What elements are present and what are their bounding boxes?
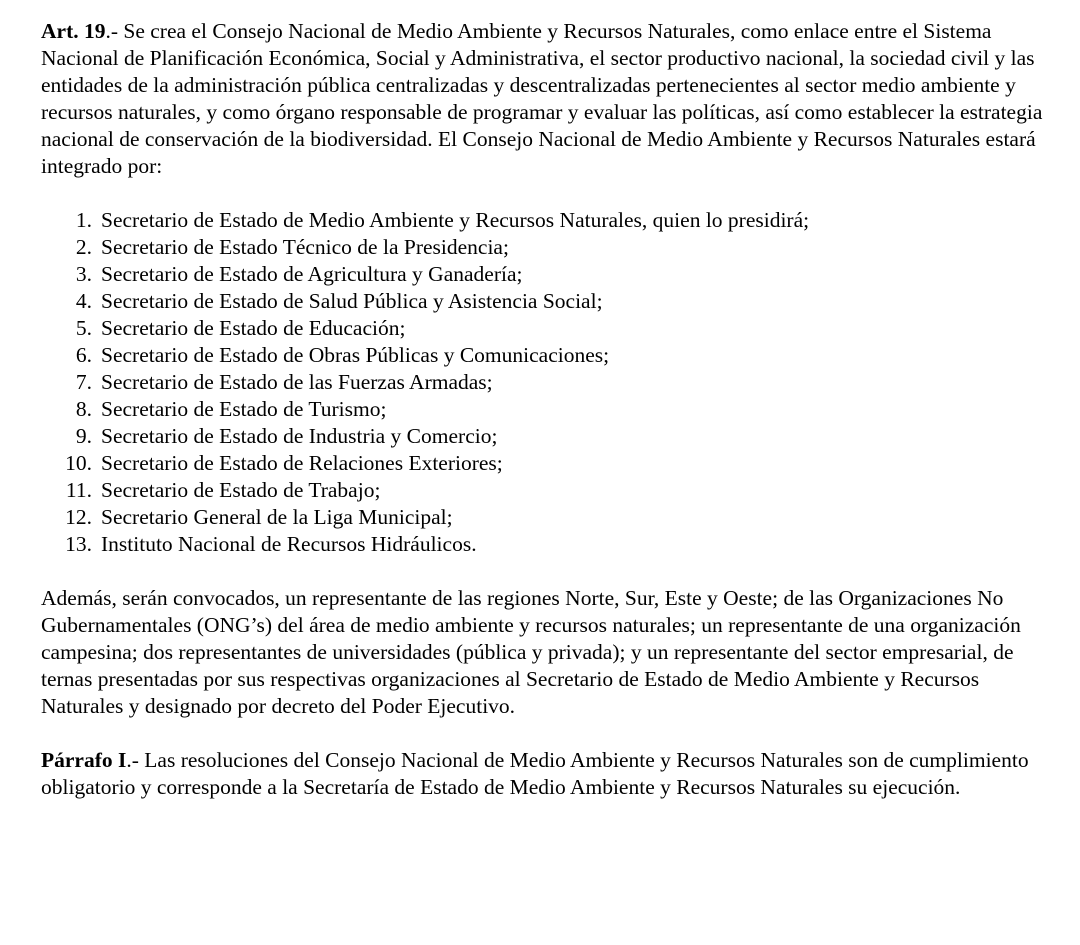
list-item [41, 423, 1060, 450]
list-item [41, 531, 1060, 558]
list-item-number: 13. [65, 532, 92, 556]
list-item-number: 3. [75, 262, 92, 286]
paragraph-i-label: Párrafo I [41, 748, 127, 772]
list-item-number: 2. [75, 235, 92, 259]
list-item [41, 504, 1060, 531]
list-item-text: Secretario de Estado de Trabajo; [101, 478, 381, 502]
list-item-text: Secretario de Estado de Educación; [101, 316, 406, 340]
list-item-text: Secretario General de la Liga Municipal; [101, 505, 453, 529]
list-item-number: 11. [65, 478, 92, 502]
list-item [41, 396, 1060, 423]
list-item [41, 342, 1060, 369]
paragraph-i [41, 747, 1060, 801]
list-item-number: 9. [75, 424, 92, 448]
list-item-text: Secretario de Estado de Medio Ambiente y Recursos Naturales, quien lo presidirá; [101, 208, 810, 232]
list-item-text: Secretario de Estado de las Fuerzas Armadas; [101, 370, 493, 394]
list-item-text: Secretario de Estado de Salud Pública y Asistencia Social; [101, 289, 603, 313]
list-item-text: Secretario de Estado de Turismo; [101, 397, 387, 421]
additional-paragraph: Además, serán convocados, un representante de las regiones Norte, Sur, Este y Oeste; de las Organizaciones No Gubernamentales (ONG’s) del área de medio ambiente y recursos naturales; un representante de una organización campesina; dos representantes de universidades (pública y privada); y un representante del sector empresarial, de ternas presentadas por sus respectivas organizaciones al Secretario de Estado de Medio Ambiente y Recursos Naturales y designado por decreto del Poder Ejecutivo. [41, 586, 1021, 718]
list-item-number: 1. [75, 208, 92, 232]
list-item [41, 477, 1060, 504]
list-item [41, 207, 1060, 234]
members-list [41, 207, 1060, 558]
list-item-number: 5. [75, 316, 92, 340]
article-text: .- Se crea el Consejo Nacional de Medio Ambiente y Recursos Naturales, como enlace entre el Sistema Nacional de Planificación Económica, Social y Administrativa, el sector productivo nacional, la sociedad civil y las entidades de la administración pública centralizadas y descentralizadas pertenecientes al sector medio ambiente y recursos naturales, y como órgano responsable de programar y evaluar las políticas, así como establecer la estrategia nacional de conservación de la biodiversidad. El Consejo Nacional de Medio Ambiente y Recursos Naturales estará integrado por: [41, 19, 1043, 178]
list-item [41, 288, 1060, 315]
list-item-number: 10. [65, 451, 92, 475]
list-item-text: Secretario de Estado de Relaciones Exteriores; [101, 451, 503, 475]
list-item-text: Secretario de Estado Técnico de la Presidencia; [101, 235, 509, 259]
list-item-text: Secretario de Estado de Agricultura y Ganadería; [101, 262, 523, 286]
list-item [41, 261, 1060, 288]
list-item-number: 6. [75, 343, 92, 367]
list-item [41, 234, 1060, 261]
list-item-text: Secretario de Estado de Obras Públicas y Comunicaciones; [101, 343, 610, 367]
list-item-text: Secretario de Estado de Industria y Comercio; [101, 424, 498, 448]
list-item-number: 4. [75, 289, 92, 313]
paragraph-i-text: .- Las resoluciones del Consejo Nacional de Medio Ambiente y Recursos Naturales son de cumplimiento obligatorio y corresponde a la Secretaría de Estado de Medio Ambiente y Recursos Naturales su ejecución. [41, 748, 1029, 799]
article-label: Art. 19 [41, 19, 106, 43]
list-item [41, 315, 1060, 342]
list-item [41, 369, 1060, 396]
list-item [41, 450, 1060, 477]
list-item-number: 12. [65, 505, 92, 529]
article-paragraph [41, 18, 1060, 180]
list-item-number: 8. [75, 397, 92, 421]
list-item-text: Instituto Nacional de Recursos Hidráulicos. [101, 532, 477, 556]
list-item-number: 7. [75, 370, 92, 394]
